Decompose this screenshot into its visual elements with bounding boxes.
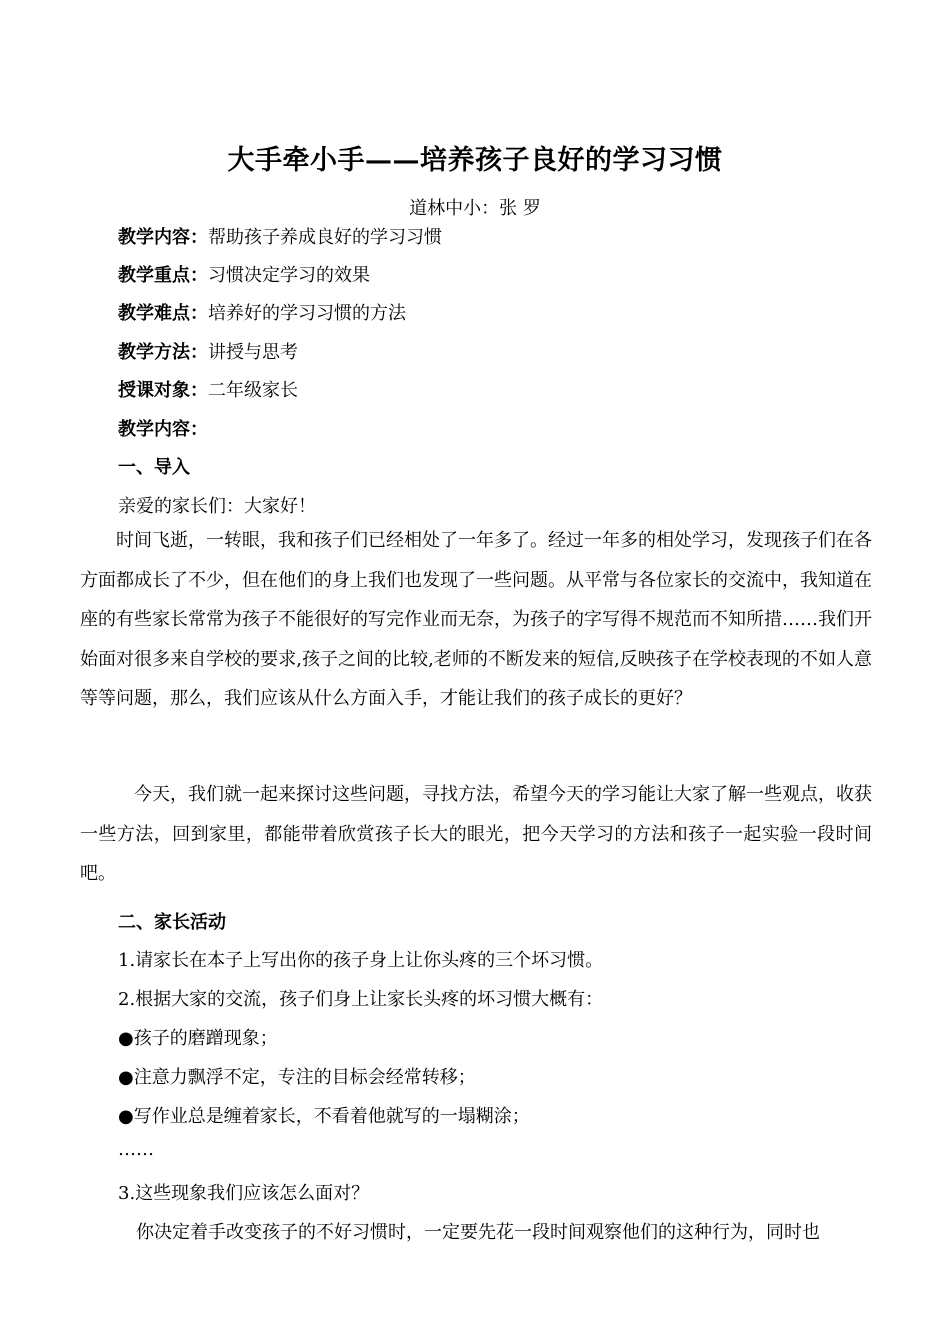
- meta-value: 习惯决定学习的效果: [208, 265, 370, 286]
- bullet-item: ●写作业总是缠着家长，不看着他就写的一塌糊涂；: [118, 1106, 530, 1127]
- meta-label: 教学重点：: [118, 265, 208, 286]
- meta-value: 帮助孩子养成良好的学习习惯: [208, 227, 442, 248]
- meta-content: [118, 223, 442, 249]
- meta-focus: [118, 261, 370, 287]
- intro-paragraph-2: 今天，我们就一起来探讨这些问题，寻找方法，希望今天的学习能让大家了解一些观点，收获一些方法，回到家里，都能带着欣赏孩子长大的眼光，把今天学习的方法和孩子一起实验一段时间吧。: [80, 784, 872, 884]
- greeting: 亲爱的家长们：大家好！: [118, 496, 316, 517]
- meta-value: 培养好的学习习惯的方法: [208, 303, 406, 324]
- meta-label: 教学内容：: [118, 227, 208, 248]
- meta-label: 授课对象：: [118, 380, 208, 401]
- meta-label: 教学难点：: [118, 303, 208, 324]
- meta-value: 二年级家长: [208, 380, 298, 401]
- activity-item-3: 3.这些现象我们应该怎么面对？: [118, 1183, 370, 1204]
- closing-paragraph: 你决定着手改变孩子的不好习惯时，一定要先花一段时间观察他们的这种行为，同时也: [136, 1222, 820, 1243]
- meta-audience: [118, 376, 298, 402]
- intro-paragraph-1: 时间飞逝，一转眼，我和孩子们已经相处了一年多了。经过一年多的相处学习，发现孩子们在各方面都成长了不少，但在他们的身上我们也发现了一些问题。从平常与各位家长的交流中，我知道在座的有些家长常常为孩子不能很好的写完作业而无奈，为孩子的字写得不规范而不知所措……我们开始面对很多来自学校的要求,孩子之间的比较,老师的不断发来的短信,反映孩子在学校表现的不如人意等等问题，那么，我们应该从什么方面入手，才能让我们的孩子成长的更好？: [80, 530, 872, 709]
- section-heading-activity: 二、家长活动: [118, 912, 226, 933]
- meta-value: 讲授与思考: [208, 342, 298, 363]
- bullet-item: ●注意力飘浮不定，专注的目标会经常转移；: [118, 1067, 476, 1088]
- author-line: 道林中小：张 罗: [409, 198, 541, 219]
- activity-item-1: 1.请家长在本子上写出你的孩子身上让你头疼的三个坏习惯。: [118, 950, 604, 971]
- meta-label: 教学内容：: [118, 419, 208, 440]
- ellipsis: ……: [118, 1139, 154, 1160]
- meta-label: 教学方法：: [118, 342, 208, 363]
- meta-content-heading: [118, 415, 208, 441]
- meta-difficulty: [118, 299, 406, 325]
- activity-item-2: 2.根据大家的交流，孩子们身上让家长头疼的坏习惯大概有：: [118, 989, 604, 1010]
- meta-method: [118, 338, 298, 364]
- section-heading-intro: 一、导入: [118, 457, 190, 478]
- bullet-item: ●孩子的磨蹭现象；: [118, 1028, 278, 1049]
- document-title: 大手牵小手——培养孩子良好的学习习惯: [227, 145, 723, 176]
